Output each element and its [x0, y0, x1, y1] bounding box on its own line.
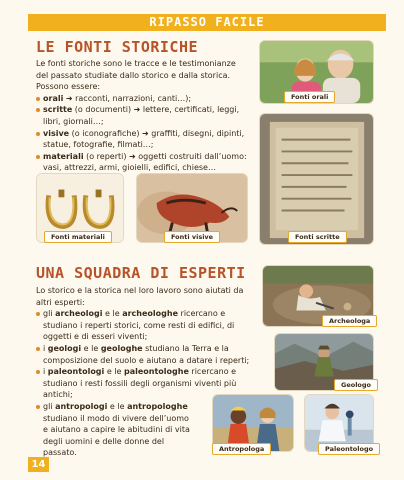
list-item: visive (o iconografiche) ➜ graffiti, disegni, dipinti, statue, fotografie, filmati…;: [36, 128, 250, 151]
list-item: gli archeologi e le archeologhe ricercano e studiano i reperti storici, come resti di edifici, di oggetti e di esseri viventi;: [36, 308, 256, 343]
tag-antropologa: Antropologa: [212, 443, 271, 455]
section-title-esperti: UNA SQUADRA DI ESPERTI: [36, 264, 246, 282]
fonti-intro: Le fonti storiche sono le tracce e le testimonianze del passato studiate dallo storico e dalla storica. Possono essere:: [36, 59, 236, 92]
tag-fonti-orali: Fonti orali: [284, 91, 335, 103]
fonti-text: [36, 58, 250, 174]
page-number: 14: [28, 457, 49, 472]
tag-fonti-materiali: Fonti materiali: [44, 231, 112, 243]
tag-paleontologo: Paleontologo: [318, 443, 380, 455]
list-item: scritte (o documenti) ➜ lettere, certificati, leggi, libri, giornali…;: [36, 104, 250, 127]
list-item: gli antropologi e le antropologhe studiano il modo di vivere dell’uomo e aiutano a capire le abitudini di vita degli uomini e delle donne del passato.: [36, 401, 196, 459]
esperti-intro: Lo storico e la storica nel loro lavoro sono aiutati da altri esperti:: [36, 286, 244, 307]
tag-fonti-scritte: Fonti scritte: [288, 231, 347, 243]
tag-fonti-visive: Fonti visive: [164, 231, 220, 243]
list-item: orali ➜ racconti, narrazioni, canti…);: [36, 93, 250, 105]
list-item: i paleontologi e le paleontologhe ricercano e studiano i resti fossili degli organismi viventi più antichi;: [36, 366, 256, 401]
tag-geologo: Geologo: [334, 379, 378, 391]
section-banner: RIPASSO FACILE: [28, 14, 386, 31]
list-item: materiali (o reperti) ➜ oggetti costruiti dall’uomo: vasi, attrezzi, armi, gioielli, edifici, chiese…: [36, 151, 250, 174]
tag-archeologa: Archeologa: [322, 315, 377, 327]
list-item: i geologi e le geologhe studiano la Terra e la composizione del suolo e aiutano a datare i reperti;: [36, 343, 256, 366]
section-title-fonti: LE FONTI STORICHE: [36, 38, 199, 56]
photo-fonti-scritte: [259, 113, 374, 245]
